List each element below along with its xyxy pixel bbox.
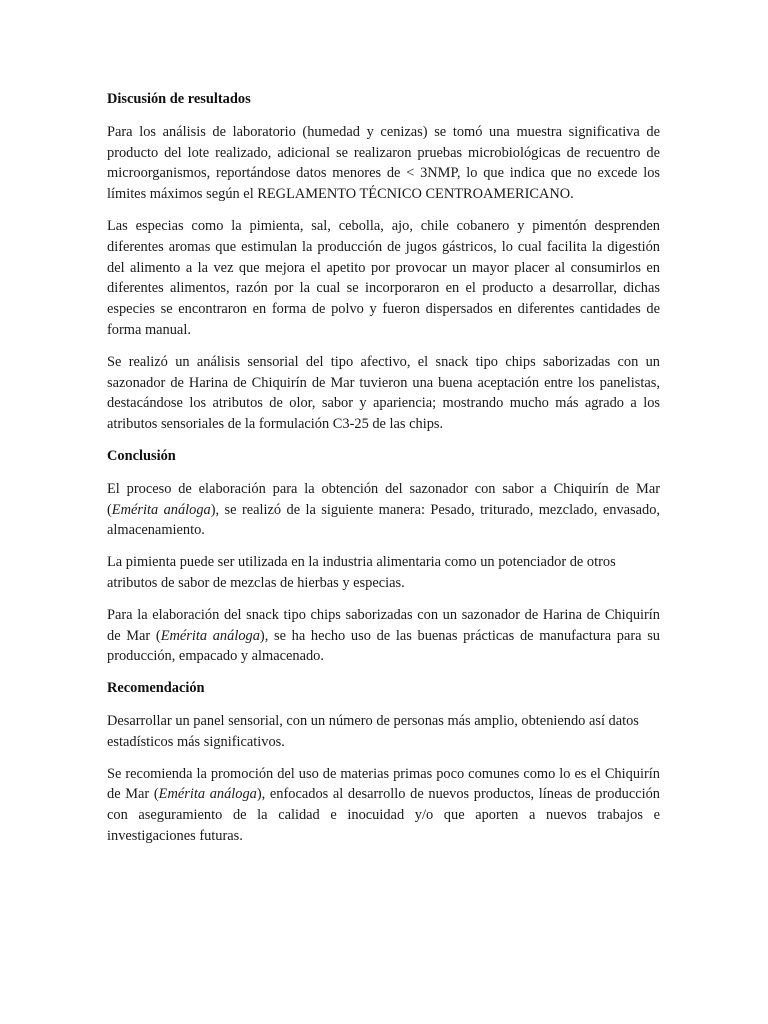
paragraph-discusion-1 xyxy=(107,122,660,205)
paragraph-text: La pimienta puede ser utilizada en la industria alimentaria como un potenciador de otros atributos de sabor de mezclas de hierbas y especias. xyxy=(107,554,616,591)
paragraph-discusion-2 xyxy=(107,216,660,341)
section-heading-discusion: Discusión de resultados xyxy=(107,91,251,107)
paragraph-conclusion-3 xyxy=(107,605,660,667)
paragraph-recomendacion-2 xyxy=(107,764,660,847)
paragraph-text: Desarrollar un panel sensorial, con un número de personas más amplio, obteniendo así datos estadísticos más significativos. xyxy=(107,712,639,750)
paragraph-text: Las especias como la pimienta, sal, cebolla, ajo, chile cobanero y pimentón desprenden diferentes aromas que estimulan la producción de jugos gástricos, lo cual facilita la digestión del alimento a la vez que mejora el apetito por provocar un mayor placer al consumirlos en diferentes alimentos, razón por la cual se incorporaron en el producto a desarrollar, dichas especies se encontraron en forma de polvo y fueron dispersados en diferentes cantidades de forma manual. xyxy=(107,217,660,338)
paragraph-text: Para la elaboración del snack tipo chips saborizadas con un sazonador de Harina de Chiquirín de Mar ( xyxy=(107,606,660,644)
paragraph-text: El proceso de elaboración para la obtención del sazonador con sabor a Chiquirín de Mar ( xyxy=(107,480,660,518)
section-heading-conclusion: Conclusión xyxy=(107,447,176,464)
paragraph-discusion-3 xyxy=(107,352,660,435)
paragraph-text: Se recomienda la promoción del uso de materias primas poco comunes como lo es el Chiquirín de Mar ( xyxy=(107,765,660,803)
species-name-italic: Emérita análoga xyxy=(158,786,257,803)
paragraph-conclusion-1 xyxy=(107,479,660,541)
paragraph-text: ), enfocados al desarrollo de nuevos productos, líneas de producción con aseguramiento de la calidad e inocuidad y/o que aporten a nuevos trabajos e investigaciones futuras. xyxy=(107,786,660,844)
document-body xyxy=(107,89,660,858)
species-name-italic: Emérita análoga xyxy=(160,627,260,644)
paragraph-conclusion-2 xyxy=(107,552,660,594)
paragraph-recomendacion-1 xyxy=(107,711,660,753)
paragraph-text: Para los análisis de laboratorio (humedad y cenizas) se tomó una muestra significativa de producto del lote realizado, adicional se realizaron pruebas microbiológicas de recuentro de microorganismos, reportándose datos menores de < 3NMP, lo que indica que no excede los límites máximos según el REGLAMENTO TÉCNICO CENTROAMERICANO. xyxy=(107,123,660,203)
section-heading-recomendacion: Recomendación xyxy=(107,680,205,697)
paragraph-text: ), se ha hecho uso de las buenas prácticas de manufactura para su producción, empacado y almacenado. xyxy=(107,627,661,665)
species-name-italic: Emérita análoga xyxy=(111,501,211,518)
paragraph-text: Se realizó un análisis sensorial del tipo afectivo, el snack tipo chips saborizadas con un sazonador de Harina de Chiquirín de Mar tuvieron una buena aceptación entre los panelistas, destacándose los atributos de olor, sabor y apariencia; mostrando mucho más agrado a los atributos sensoriales de la formulación C3-25 de las chips. xyxy=(107,353,660,433)
paragraph-text: ), se realizó de la siguiente manera: Pesado, triturado, mezclado, envasado, almacenamiento. xyxy=(107,501,660,539)
